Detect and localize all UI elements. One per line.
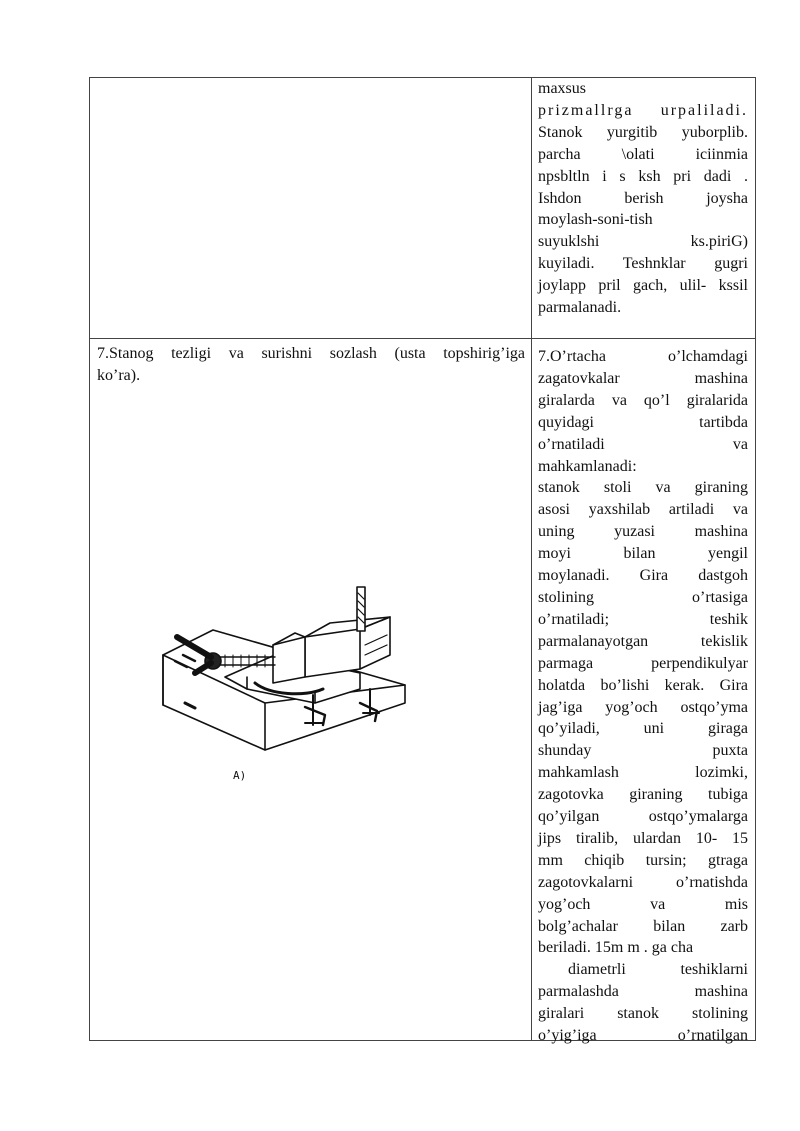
table-border-left [89,77,90,1041]
row1-right-cell-text [538,78,748,319]
drill-vise-illustration [155,585,415,785]
text-line: stolining o’rtasiga [538,588,748,606]
text-line: qo’yilgan ostqo’ymalarga [538,808,748,826]
text-line: beriladi. 15m m . ga cha [538,939,694,957]
text-line: 7.Stanog tezligi va surishni sozlash (usta topshirig’iga [97,345,525,362]
text-line: 7.O’rtacha o’lchamdagi [538,348,748,365]
text-line: holatda bo’lishi kerak. Gira [538,676,748,694]
text-line: zagatovkalar mashina [538,369,748,387]
row2-right-cell-text [538,346,748,1047]
text-line: yog’och va mis [538,895,748,913]
text-line: prizmallrga urpaliladi. [538,101,748,119]
text-line: moylanadi. Gira dastgoh [538,567,748,585]
text-line: ko’ra). [97,366,141,384]
text-line: parcha \olati iciinmia [538,145,748,163]
table-column-divider [531,77,532,1041]
text-line: giralarda va qo’l giralarida [538,391,748,409]
text-line: uning yuzasi mashina [538,523,748,541]
text-line: npsbltln i s ksh pri dadi . [538,167,748,185]
text-line: mahkamlash lozimki, [538,764,748,782]
text-line: joylapp pril gach, ulil- kssil [538,277,748,295]
text-line: moyi bilan yengil [538,545,748,563]
text-line: maxsus [538,80,586,97]
text-line: bolg’achalar bilan zarb [538,917,748,935]
text-line: mahkamlanadi: [538,457,637,475]
text-line: zagotovkalarni o’rnatishda [538,873,748,891]
text-line: o’rnatiladi; teshik [538,610,748,628]
text-line: parmaga perpendikulyar [538,654,748,672]
text-line: jag’iga yog’och ostqo’yma [538,698,748,716]
table-row-divider [89,338,756,339]
text-line: shunday puxta [538,742,748,760]
text-line: mm chiqib tursin; gtraga [538,851,748,869]
text-line: Stanok yurgitib yuborplib. [538,123,748,141]
text-line: o’yig’iga o’rnatilgan [538,1027,748,1045]
text-line: Ishdon berish joysha [538,189,748,207]
text-line: parmalashda mashina [538,983,748,1001]
text-line: parmalanadi. [538,299,622,317]
text-line: moylash-soni-tish [538,211,653,229]
text-line: stanok stoli va giraning [538,479,748,497]
text-line: zagotovka giraning tubiga [538,786,748,804]
text-line: kuyiladi. Teshnklar gugri [538,255,748,273]
text-line: suyuklshi ks.piriG) [538,233,748,251]
figure-label: A) [233,769,247,782]
text-line: qo’yiladi, uni giraga [538,720,748,738]
text-line: diametrli teshiklarni [568,961,748,979]
text-line: quyidagi tartibda [538,413,748,431]
text-line: o’rnatiladi va [538,435,748,453]
text-line: parmalanayotgan tekislik [538,632,748,650]
text-line: asosi yaxshilab artiladi va [538,501,748,519]
text-line: jips tiralib, ulardan 10- 15 [538,829,748,847]
text-line: giralari stanok stolining [538,1005,748,1023]
table-border-right [755,77,756,1041]
row2-left-cell-text [97,343,525,387]
